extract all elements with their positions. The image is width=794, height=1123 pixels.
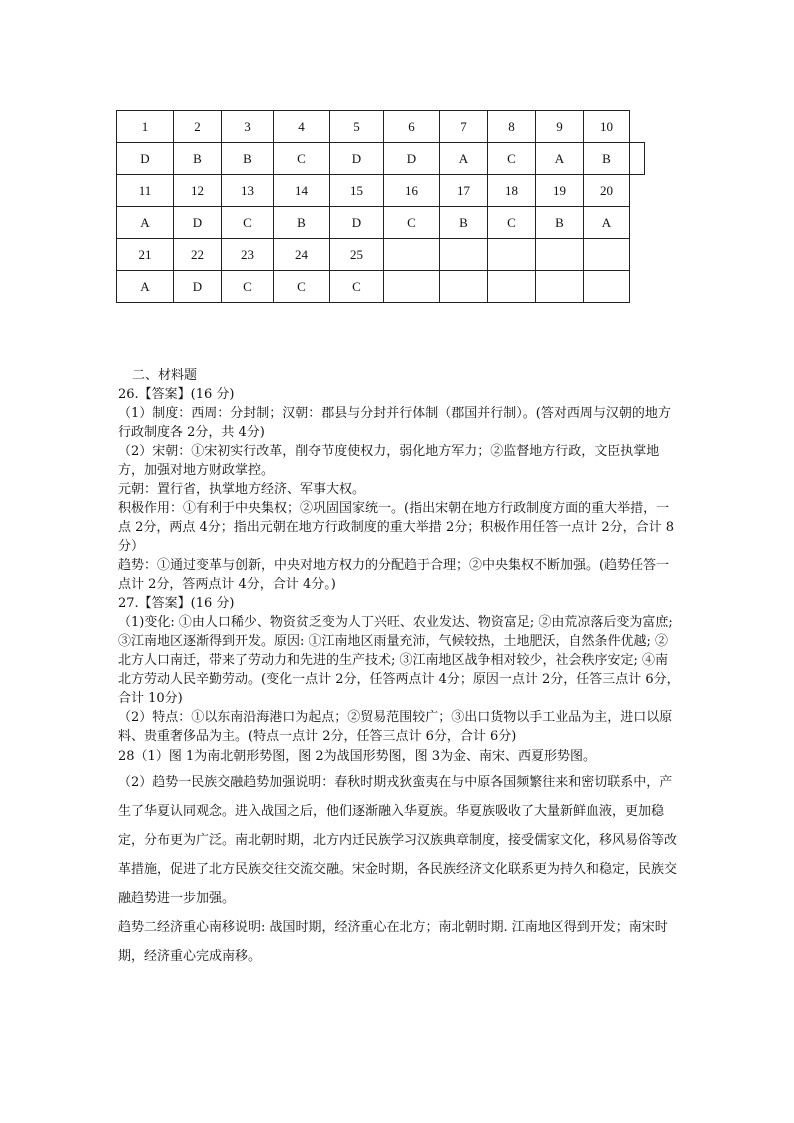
answer-cell: B (536, 207, 584, 239)
empty-cell (584, 239, 630, 271)
question-number-cell: 3 (222, 111, 274, 143)
question-number-cell: 18 (488, 175, 536, 207)
answer-cell: A (117, 207, 174, 239)
answer-cell: D (330, 207, 384, 239)
empty-cell (630, 111, 645, 143)
question-number-cell: 16 (384, 175, 440, 207)
answer-cell: A (584, 207, 630, 239)
q27-header: 27.【答案】(16 分) (118, 596, 235, 611)
q28-part3: 趋势二经济重心南移说明: 战国时期，经济重心在北方；南北朝时期. 江南地区得到开发；南宋时期，经济重心完成南移。 (118, 920, 668, 964)
question-number-cell: 11 (117, 175, 174, 207)
q26-line: 积极作用：①有利于中央集权；②巩固国家统一。(指出宋朝在地方行政制度方面的重大举措，一点 2分，两点 4分；指出元朝在地方行政制度的重大举措 2分；积极作用任答一点计 2分，合计 8分） (118, 501, 675, 554)
answer-cell: B (174, 143, 222, 175)
answer-table (116, 110, 645, 303)
table-row (117, 271, 645, 303)
q26-line: （1）制度：西周：分封制；汉朝：郡县与分封并行体制（郡国并行制）。(答对西周与汉朝的地方行政制度各 2分，共 4分) (118, 406, 671, 440)
question-number-cell: 22 (174, 239, 222, 271)
section-title: 二、材料题 (132, 368, 198, 383)
q27-line: （2）特点：①以东南沿海港口为起点；②贸易范围较广；③出口货物以手工业品为主，进口以原料、贵重奢侈品为主。(特点一点计 2分，任答三点计 6分，合计 6分) (118, 710, 673, 744)
answer-cell: C (488, 207, 536, 239)
q28-part2: （2）趋势一民族交融趋势加强说明：春秋时期戎狄蛮夷在与中原各国频繁往来和密切联系中，产生了华夏认同观念。进入战国之后，他们逐渐融入华夏族。华夏族吸收了大量新鲜血液，更加稳定，分布更为广泛。南北朝时期，北方内迁民族学习汉族典章制度，接受儒家文化，移风易俗等改革措施，促进了北方民族交往交流交融。宋金时期，各民族经济文化联系更为持久和稳定，民族交融趋势进一步加强。 (118, 775, 678, 906)
answer-cell: D (174, 207, 222, 239)
answer-cell: B (584, 143, 630, 175)
question-number-cell: 10 (584, 111, 630, 143)
answer-cell: D (117, 143, 174, 175)
answer-cell: B (274, 207, 330, 239)
table-row (117, 143, 645, 175)
q27-line: （1)变化: ①由人口稀少、物资贫乏变为人丁兴旺、农业发达、物资富足; ②由荒凉落后变为富庶; ③江南地区逐渐得到开发。原因: ①江南地区雨量充沛，气候较热，土地肥沃，自然条件优越; ②北方人口南迁，带来了劳动力和先进的生产技术; ③江南地区战争相对较少，社会秩序安定; ④南北方劳动人民辛勤劳动。(变化一点计 2分，任答两点计 4分；原因一点计 2分，任答三点计 6分，合计 10分) (118, 615, 680, 706)
answer-cell: C (384, 207, 440, 239)
empty-cell (630, 175, 645, 207)
q26-line: （2）宋朝：①宋初实行改革，削夺节度使权力，弱化地方军力；②监督地方行政，文臣执掌地方，加强对地方财政掌控。 (118, 444, 660, 478)
table-row (117, 207, 645, 239)
question-number-cell: 21 (117, 239, 174, 271)
question-number-cell: 4 (274, 111, 330, 143)
answer-cell: A (536, 143, 584, 175)
empty-cell (440, 271, 488, 303)
table-row (117, 111, 645, 143)
question-number-cell: 6 (384, 111, 440, 143)
question-number-cell: 15 (330, 175, 384, 207)
question-number-cell: 12 (174, 175, 222, 207)
question-number-cell: 14 (274, 175, 330, 207)
q28-part1: 28（1）图 1为南北朝形势图，图 2为战国形势图，图 3为金、南宋、西夏形势图。 (118, 749, 597, 764)
empty-cell (630, 239, 645, 271)
table-row (117, 239, 645, 271)
question-number-cell: 9 (536, 111, 584, 143)
question-number-cell: 2 (174, 111, 222, 143)
question-number-cell: 19 (536, 175, 584, 207)
question-number-cell: 25 (330, 239, 384, 271)
answer-cell: D (174, 271, 222, 303)
answer-cell: C (222, 271, 274, 303)
answer-cell: C (274, 143, 330, 175)
empty-cell (488, 271, 536, 303)
empty-cell (384, 239, 440, 271)
table-row (117, 175, 645, 207)
question-number-cell: 1 (117, 111, 174, 143)
empty-cell (630, 143, 645, 175)
answer-cell: C (274, 271, 330, 303)
question-number-cell: 24 (274, 239, 330, 271)
answer-cell: A (440, 143, 488, 175)
answer-cell: C (488, 143, 536, 175)
question-number-cell: 23 (222, 239, 274, 271)
empty-cell (536, 239, 584, 271)
answer-cell: D (384, 143, 440, 175)
empty-cell (630, 207, 645, 239)
answer-cell: C (330, 271, 384, 303)
question-number-cell: 8 (488, 111, 536, 143)
empty-cell (488, 239, 536, 271)
q26-header: 26.【答案】(16 分) (118, 387, 235, 402)
empty-cell (440, 239, 488, 271)
q26-line: 元朝：置行省，执掌地方经济、军事大权。 (118, 482, 366, 497)
question-number-cell: 5 (330, 111, 384, 143)
answer-cell: B (222, 143, 274, 175)
empty-cell (384, 271, 440, 303)
answer-cell: D (330, 143, 384, 175)
answer-cell: B (440, 207, 488, 239)
q26-line: 趋势：①通过变革与创新，中央对地方权力的分配趋于合理；②中央集权不断加强。(趋势任答一点计 2分，答两点计 4分，合计 4分。) (118, 558, 670, 592)
question-number-cell: 17 (440, 175, 488, 207)
answer-cell: A (117, 271, 174, 303)
empty-cell (536, 271, 584, 303)
question-number-cell: 13 (222, 175, 274, 207)
empty-cell (584, 271, 630, 303)
answer-cell: C (222, 207, 274, 239)
question-number-cell: 7 (440, 111, 488, 143)
empty-cell (630, 271, 645, 303)
answer-content (118, 366, 680, 971)
question-number-cell: 20 (584, 175, 630, 207)
